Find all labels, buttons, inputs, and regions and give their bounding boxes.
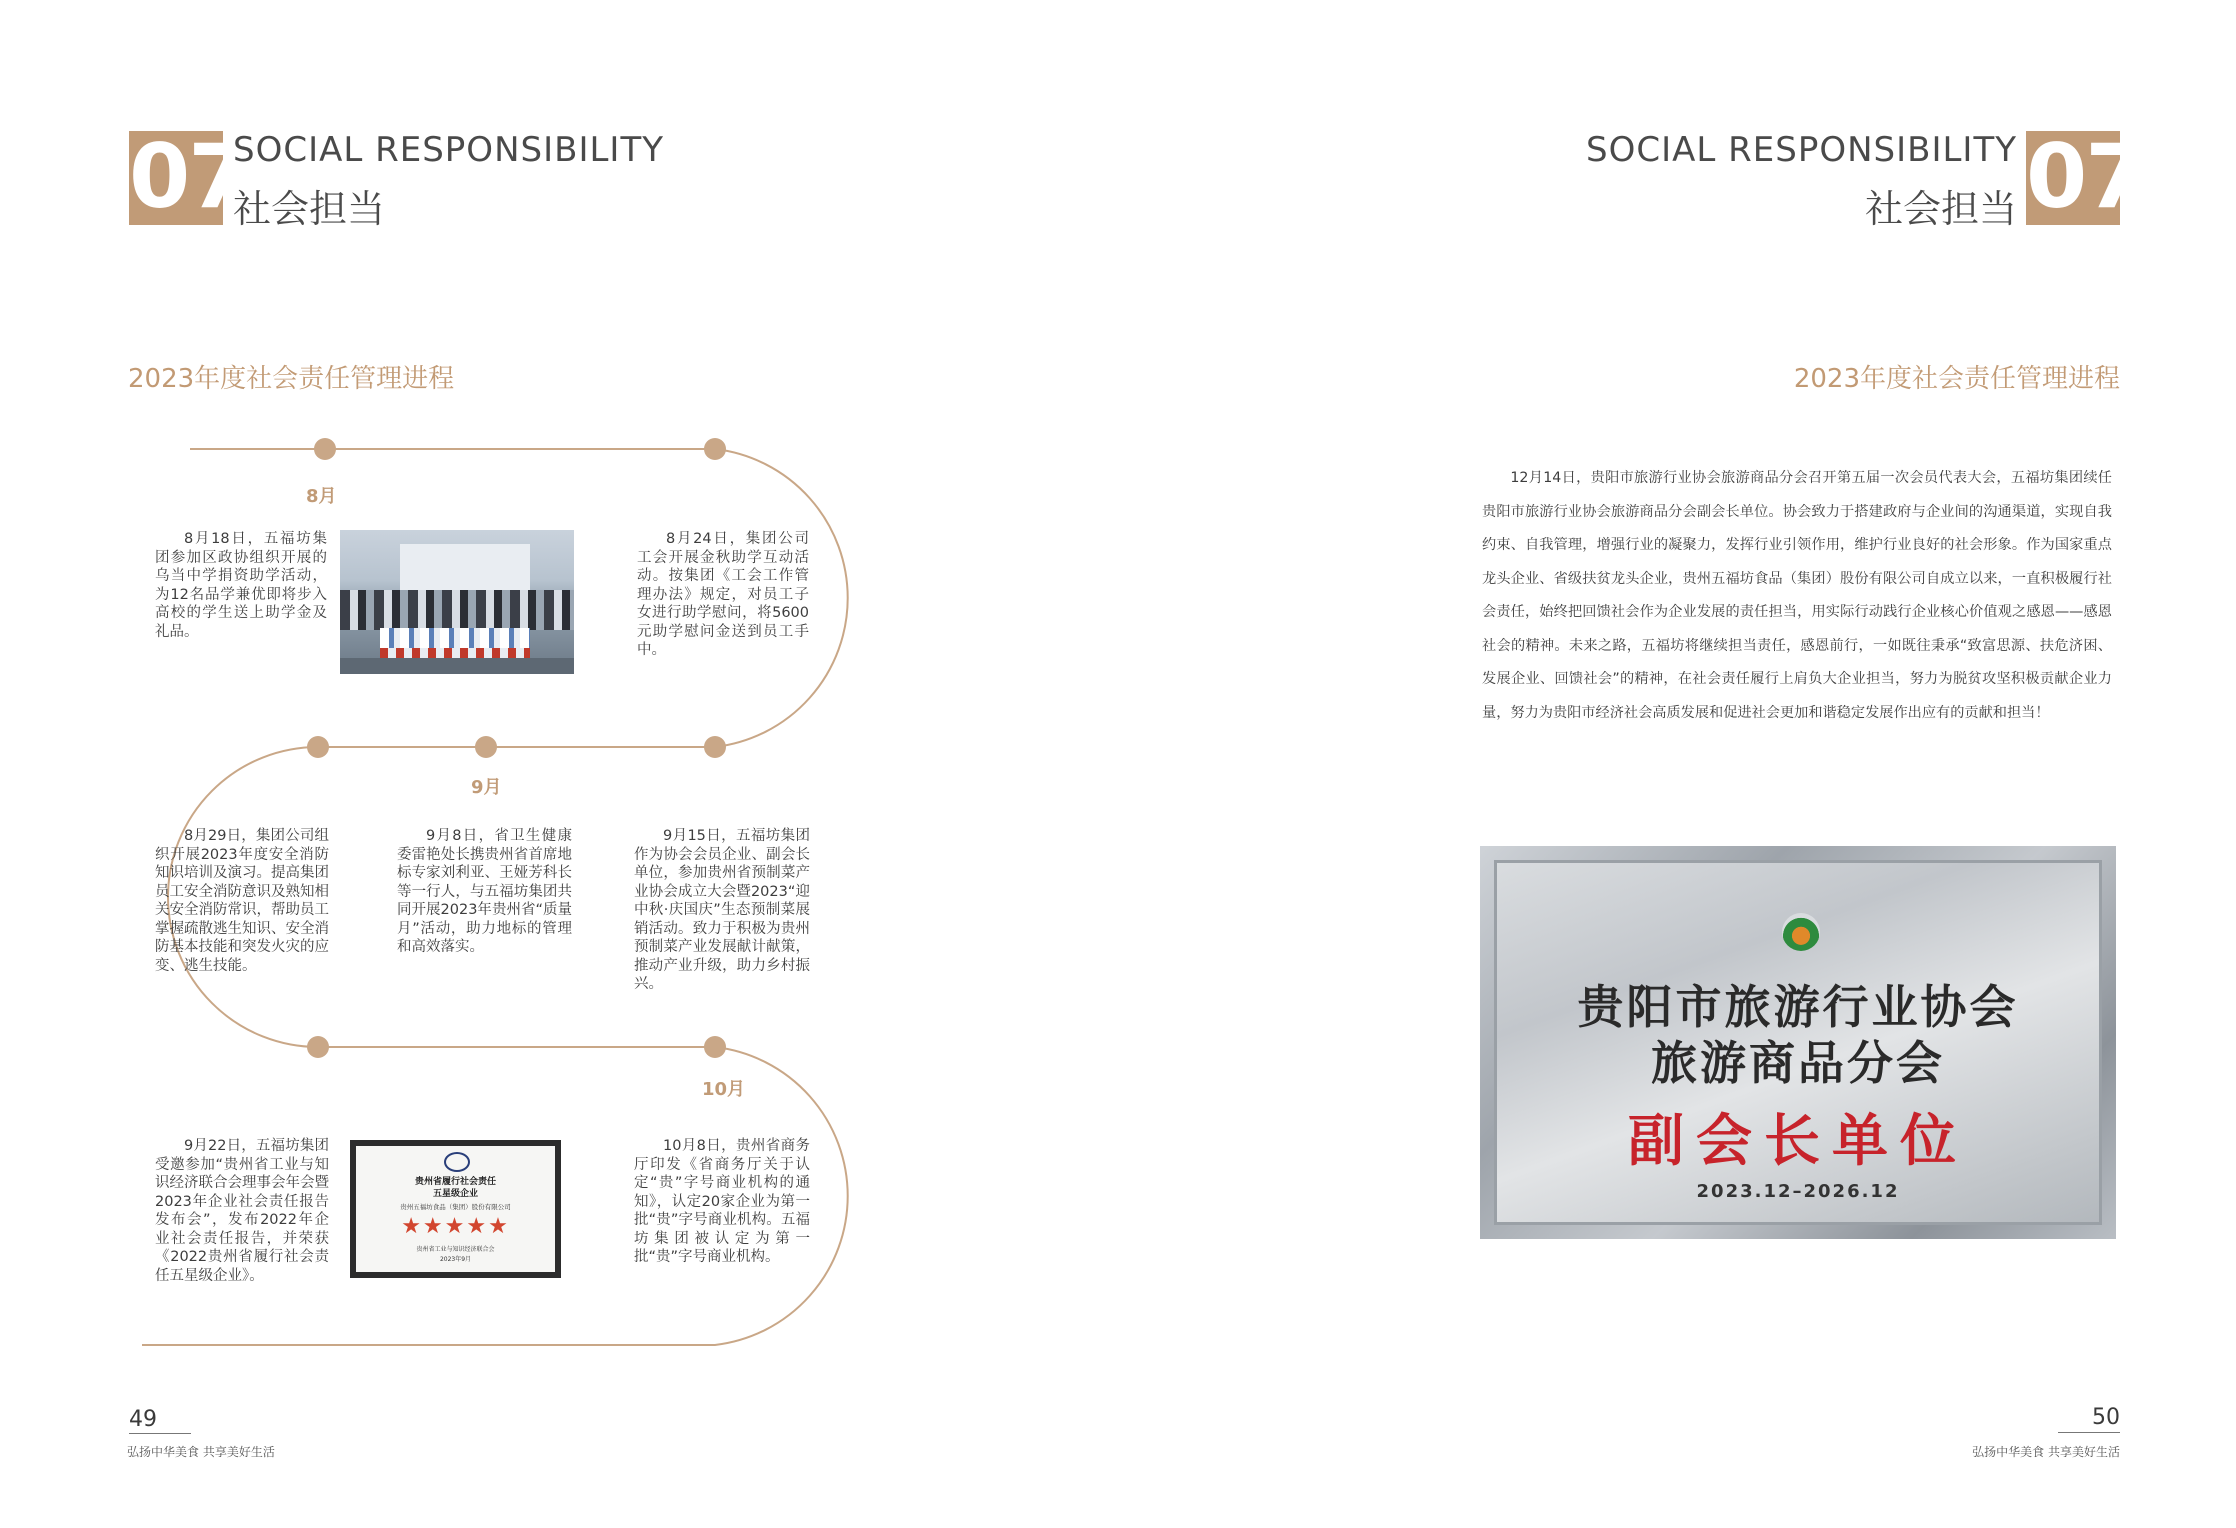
month-label-sep: 9月: [471, 777, 502, 798]
month-label-oct: 10月: [702, 1079, 746, 1100]
plaque-line2: 旅游商品分会: [1651, 1036, 1945, 1090]
plaque-line3: 副会长单位: [1628, 1108, 1968, 1174]
certificate-date: 2023年9月: [439, 1256, 472, 1263]
timeline-dot: [704, 1036, 726, 1058]
certificate-image: [350, 1140, 561, 1278]
certificate-logo-icon: [444, 1152, 470, 1172]
event-sep22: 9月22日，五福坊集团受邀参加“贵州省工业与知识经济联合会理事会年会暨2023年企业社会责任报告发布会”，发布2022年企业社会责任报告，并荣获《2022贵州省履行社会责任五星级企业》。: [155, 1138, 329, 1284]
event-aug18: 8月18日，五福坊集团参加区政协组织开展的乌当中学捐资助学活动，为12名品学兼优即将步入高校的学生送上助学金及礼品。: [155, 531, 327, 640]
timeline-dot: [314, 438, 336, 460]
plaque-line1: 贵阳市旅游行业协会: [1577, 980, 2019, 1034]
page-number-left: 49: [129, 1407, 157, 1432]
timeline-dot: [704, 736, 726, 758]
page-number-right: 50: [2092, 1405, 2120, 1430]
photo-student-aid: [340, 530, 574, 674]
certificate-issuer: 贵州省工业与知识经济联合会: [416, 1246, 495, 1253]
chapter-number-left: 07: [129, 125, 248, 228]
event-sep15: 9月15日，五福坊集团作为协会会员企业、副会长单位，参加贵州省预制菜产业协会成立大会暨2023“迎中秋·庆国庆”生态预制菜展销活动。致力于积极为贵州预制菜产业发展献计献策，推动产业升级，助力乡村振兴。: [634, 828, 810, 992]
timeline-dot: [307, 736, 329, 758]
event-aug24: 8月24日，集团公司工会开展金秋助学互动活动。按集团《工会工作管理办法》规定，对员工子女进行助学慰问，将5600元助学慰问金送到员工手中。: [637, 531, 809, 658]
section-title-right: 2023年度社会责任管理进程: [1793, 364, 2120, 394]
chapter-title-cn-right: 社会担当: [1864, 187, 2017, 231]
timeline-dot: [307, 1036, 329, 1058]
chapter-title-en-left: SOCIAL RESPONSIBILITY: [233, 130, 664, 170]
footer-rule-left: [129, 1433, 191, 1434]
chapter-title-cn-left: 社会担当: [233, 187, 386, 231]
footer-slogan-right: 弘扬中华美食 共享美好生活: [1972, 1445, 2120, 1459]
plaque-image: [1480, 846, 2116, 1239]
certificate-company: 贵州五福坊食品（集团）股份有限公司: [400, 1203, 511, 1211]
certificate-stars: ★★★★★: [401, 1214, 510, 1239]
event-sep8: 9月8日，省卫生健康委雷艳处长携贵州省首席地标专家刘利亚、王娅芳科长等一行人，与五福坊集团共同开展2023年贵州省“质量月”活动，助力地标的管理和高效落实。: [397, 828, 572, 955]
plaque-date: 2023.12–2026.12: [1696, 1181, 1900, 1202]
month-label-aug: 8月: [306, 486, 337, 507]
section-title-left: 2023年度社会责任管理进程: [128, 364, 455, 394]
chapter-number-right: 07: [2026, 125, 2145, 228]
event-oct8: 10月8日，贵州省商务厅印发《省商务厅关于认定“贵”字号商业机构的通知》，认定20家企业为第一批“贵”字号商业机构。五福坊集团被认定为第一批“贵”字号商业机构。: [634, 1138, 810, 1265]
certificate-line1: 贵州省履行社会责任: [414, 1177, 496, 1187]
timeline-dot: [704, 438, 726, 460]
footer-slogan-left: 弘扬中华美食 共享美好生活: [127, 1445, 275, 1459]
event-aug29: 8月29日，集团公司组织开展2023年度安全消防知识培训及演习。提高集团员工安全消防意识及熟知相关安全消防常识，帮助员工掌握疏散逃生知识、安全消防基本技能和突发火灾的应变、逃生技能。: [155, 828, 329, 974]
footer-rule-right: [2058, 1432, 2120, 1433]
plaque-emblem-icon: [1782, 913, 1820, 951]
right-paragraph: 12月14日，贵阳市旅游行业协会旅游商品分会召开第五届一次会员代表大会，五福坊集团续任贵阳市旅游行业协会旅游商品分会副会长单位。协会致力于搭建政府与企业间的沟通渠道，实现自我约束、自我管理，增强行业的凝聚力，发挥行业引领作用，维护行业良好的社会形象。作为国家重点龙头企业、省级扶贫龙头企业，贵州五福坊食品（集团）股份有限公司自成立以来，一直积极履行社会责任，始终把回馈社会作为企业发展的责任担当，用实际行动践行企业核心价值观之感恩——感恩社会的精神。未来之路，五福坊将继续担当责任，感恩前行，一如既往秉承“致富思源、扶危济困、发展企业、回馈社会”的精神，在社会责任履行上肩负大企业担当，努力为脱贫攻坚积极贡献企业力量，努力为贵阳市经济社会高质发展和促进社会更加和谐稳定发展作出应有的贡献和担当！: [1482, 470, 2112, 721]
certificate-line2: 五星级企业: [432, 1189, 478, 1199]
timeline-dot: [475, 736, 497, 758]
chapter-title-en-right: SOCIAL RESPONSIBILITY: [1586, 130, 2017, 170]
